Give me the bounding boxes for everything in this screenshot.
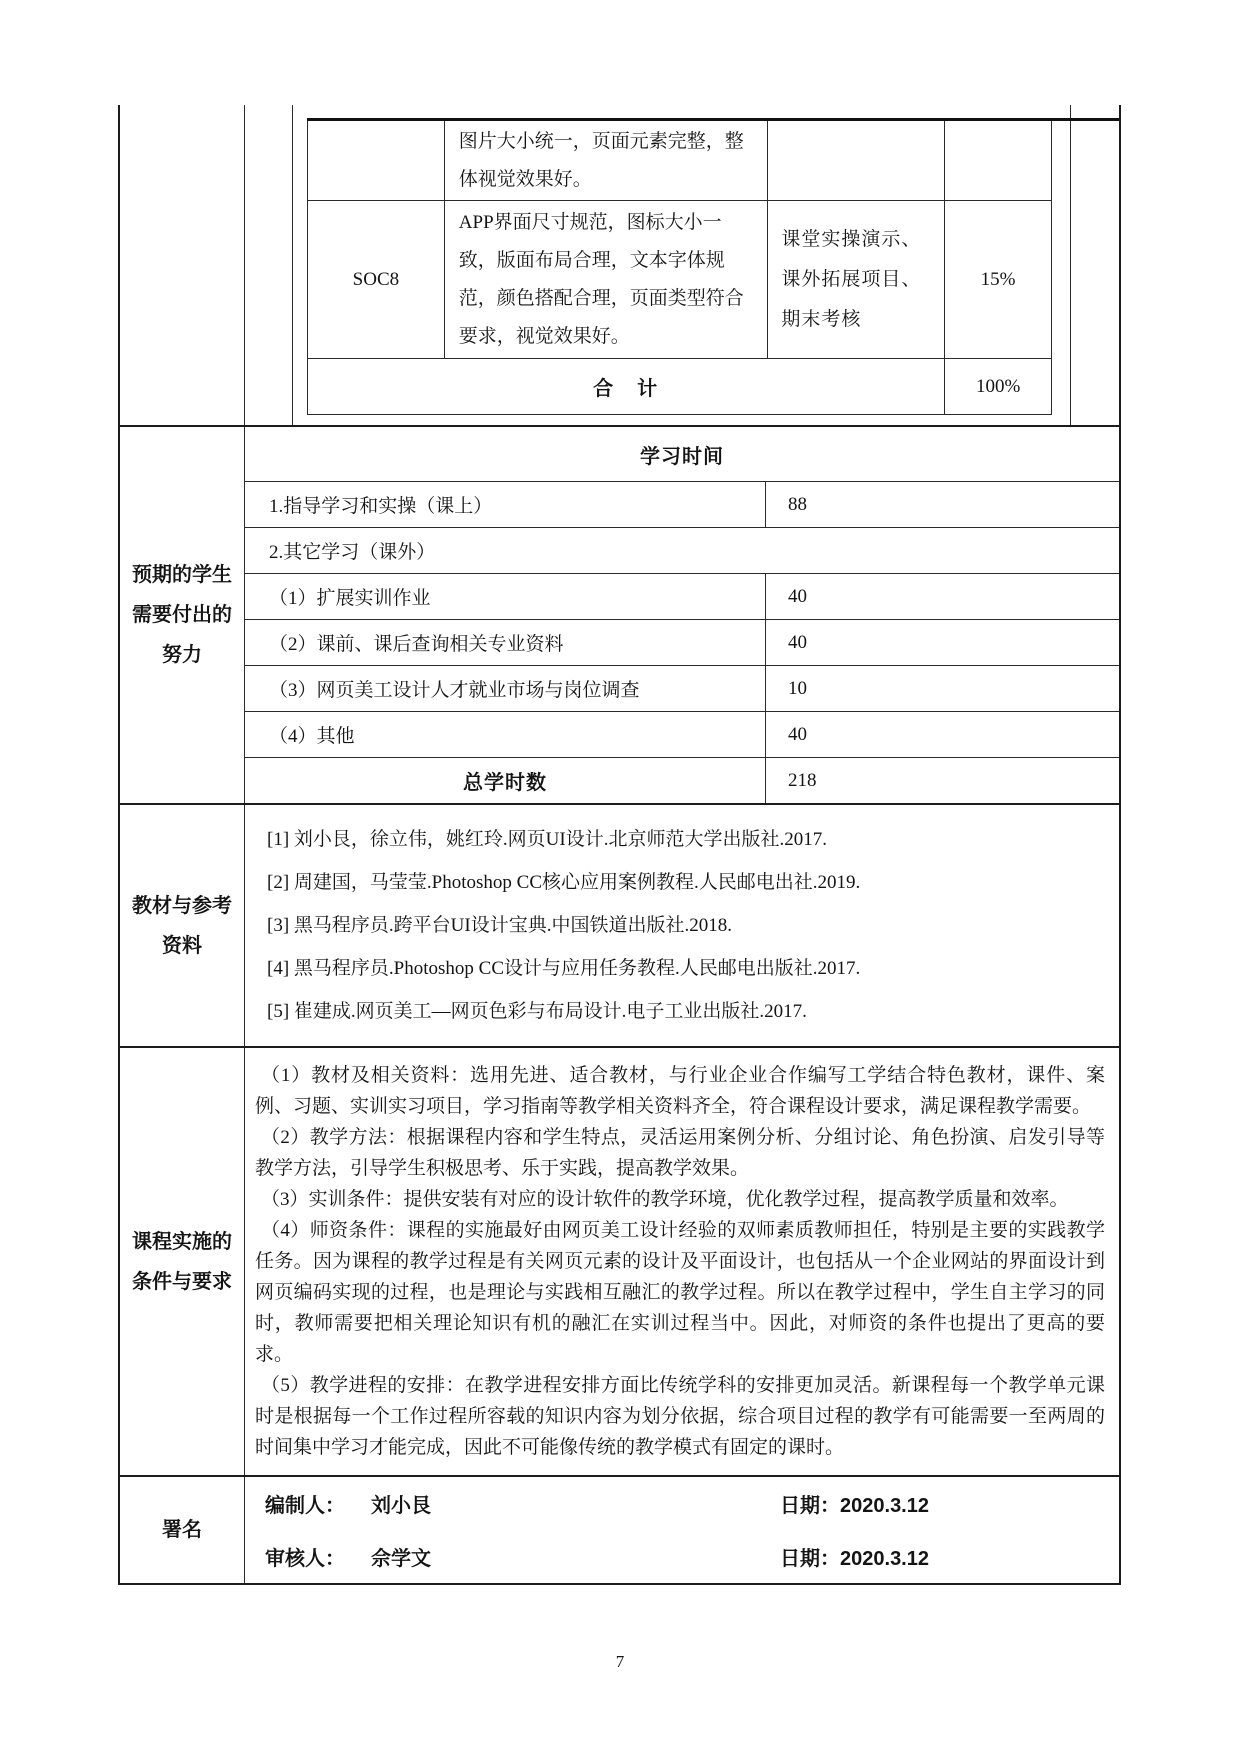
references-list	[245, 805, 1119, 1046]
assessment-table	[307, 121, 1052, 415]
signature-content	[245, 1477, 1119, 1583]
side-header-line: 资料	[162, 934, 202, 957]
row-value: 40	[765, 574, 1119, 619]
assessment-weight-cell	[945, 121, 1052, 201]
reference-item: [2] 周建国，马莹莹.Photoshop CC核心应用案例教程.人民邮电出社.2019.	[267, 872, 861, 893]
total-row	[308, 359, 1052, 415]
implementation-section	[118, 1046, 1121, 1475]
row-label: （3）网页美工设计人才就业市场与岗位调查	[269, 680, 640, 701]
table-row	[245, 481, 1119, 527]
section-side-header	[120, 1477, 245, 1583]
reference-item: [4] 黑马程序员.Photoshop CC设计与应用任务教程.人民邮电出版社.2017.	[267, 958, 861, 979]
references	[245, 805, 1119, 1046]
side-header-line: 条件与要求	[132, 1270, 232, 1293]
signer-name: 佘学文	[371, 1548, 431, 1570]
row-label: 1.指导学习和实操（课上）	[269, 496, 493, 517]
implementation-paragraphs	[245, 1048, 1119, 1475]
vertical-divider	[244, 105, 245, 425]
signature-date: 日期：2020.3.12	[780, 1548, 929, 1570]
signature-row	[245, 1530, 1119, 1583]
document-page	[118, 105, 1121, 1585]
signer-name: 刘小艮	[371, 1495, 431, 1517]
side-header-line: 努力	[162, 644, 202, 666]
paragraph: （1）教材及相关资料：选用先进、适合教材，与行业企业合作编写工学结合特色教材，课件、案例、习题、实训实习项目，学习指南等教学相关资料齐全，符合课程设计要求，满足课程教学需要。	[255, 1065, 1105, 1117]
table-row	[308, 201, 1052, 359]
row-value: 88	[765, 482, 1119, 527]
implementation-content	[245, 1048, 1119, 1475]
signer-role: 编制人：	[265, 1495, 345, 1517]
total-label: 合 计	[308, 359, 945, 415]
reference-item: [1] 刘小艮，徐立伟，姚红玲.网页UI设计.北京师范大学出版社.2017.	[267, 829, 827, 850]
assessment-method-cell	[768, 121, 945, 201]
signer-role: 审核人：	[265, 1548, 345, 1570]
paragraph: （3）实训条件：提供安装有对应的设计软件的教学环境，优化教学过程，提高教学质量和效率。	[261, 1189, 1069, 1210]
assessment-code-cell: SOC8	[308, 201, 445, 359]
section-side-header	[120, 1048, 245, 1475]
paragraph: （5）教学进程的安排：在教学进程安排方面比传统学科的安排更加灵活。新课程每一个教学单元课时是根据每一个工作过程所容载的知识内容为划分依据，综合项目过程的教学有可能需要一至两周的时间集中学习才能完成，因此不可能像传统的教学模式有固定的课时。	[255, 1375, 1105, 1458]
table-row	[245, 573, 1119, 619]
side-header-line: 课程实施的	[132, 1230, 232, 1253]
assessment-weight-cell: 15%	[945, 201, 1052, 359]
table-row	[308, 121, 1052, 201]
paragraph: （2）教学方法：根据课程内容和学生特点，灵活运用案例分析、分组讨论、角色扮演、启发引导等教学方法，引导学生积极思考、乐于实践，提高教学效果。	[255, 1127, 1105, 1179]
vertical-divider	[1070, 105, 1071, 425]
row-label: （2）课前、课后查询相关专业资料	[269, 634, 564, 655]
section-side-header	[120, 427, 245, 803]
materials-section	[118, 803, 1121, 1046]
assessment-section	[118, 105, 1121, 425]
study-time-table	[245, 427, 1119, 803]
table-row	[245, 711, 1119, 757]
section-side-header	[120, 805, 245, 1046]
study-time-header: 学习时间	[640, 445, 724, 468]
total-label: 总学时数	[463, 772, 547, 794]
row-value: 40	[765, 712, 1119, 757]
study-time-section	[118, 425, 1121, 803]
total-value: 218	[765, 758, 1119, 803]
reference-item: [3] 黑马程序员.跨平台UI设计宝典.中国铁道出版社.2018.	[267, 915, 732, 936]
side-header-line: 预期的学生	[132, 564, 232, 586]
side-header-line: 需要付出的	[132, 604, 232, 626]
signature-row	[245, 1477, 1119, 1530]
assessment-description-cell: APP界面尺寸规范，图标大小一致，版面布局合理，文本字体规范，颜色搭配合理，页面类型符合要求，视觉效果好。	[445, 201, 769, 359]
table-row	[245, 619, 1119, 665]
row-label: 2.其它学习（课外）	[269, 542, 436, 563]
assessment-method-cell: 课堂实操演示、课外拓展项目、期末考核	[768, 201, 945, 359]
table-row	[245, 527, 1119, 573]
assessment-code-cell	[308, 121, 445, 201]
total-weight: 100%	[945, 359, 1052, 415]
reference-item: [5] 崔建成.网页美工—网页色彩与布局设计.电子工业出版社.2017.	[267, 1001, 807, 1022]
table-row	[245, 665, 1119, 711]
page-number: 7	[615, 1652, 625, 1671]
row-value: 40	[765, 620, 1119, 665]
side-header-line: 署名	[162, 1519, 202, 1541]
row-label: （4）其他	[269, 726, 355, 747]
paragraph: （4）师资条件：课程的实施最好由网页美工设计经验的双师素质教师担任，特别是主要的实践教学任务。因为课程的教学过程是有关网页元素的设计及平面设计，也包括从一个企业网站的界面设计到网页编码实现的过程，也是理论与实践相互融汇的教学过程。所以在教学过程中，学生自主学习的同时，教师需要把相关理论知识有机的融汇在实训过程当中。因此，对师资的条件也提出了更高的要求。	[255, 1220, 1105, 1365]
row-label: （1）扩展实训作业	[269, 588, 431, 609]
side-header-line: 教材与参考	[132, 894, 232, 917]
vertical-divider	[292, 105, 293, 425]
row-value: 10	[765, 666, 1119, 711]
signature-section	[118, 1475, 1121, 1585]
total-row	[245, 757, 1119, 803]
signature-date: 日期：2020.3.12	[780, 1495, 929, 1517]
assessment-description-cell: 图片大小统一，页面元素完整，整体视觉效果好。	[445, 121, 769, 201]
